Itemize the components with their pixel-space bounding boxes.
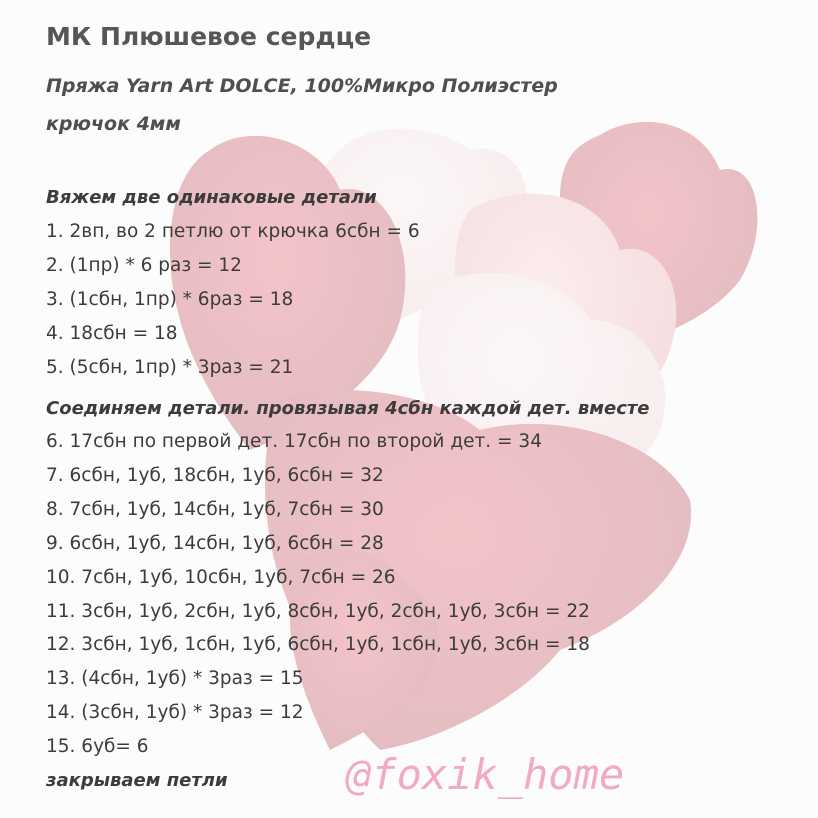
pattern-row: 10. 7сбн, 1уб, 10сбн, 1уб, 7сбн = 26 bbox=[46, 567, 396, 588]
pattern-row: 13. (4сбн, 1уб) * 3раз = 15 bbox=[46, 668, 304, 689]
pattern-row: 14. (3сбн, 1уб) * 3раз = 12 bbox=[46, 702, 304, 723]
pattern-row: 5. (5сбн, 1пр) * 3раз = 21 bbox=[46, 357, 294, 378]
pattern-row: 1. 2вп, во 2 петлю от крючка 6сбн = 6 bbox=[46, 221, 420, 242]
pattern-row: 2. (1пр) * 6 раз = 12 bbox=[46, 255, 242, 276]
section-heading-join: Соединяем детали. провязывая 4сбн каждой дет. вместе bbox=[46, 398, 650, 419]
hook-info: крючок 4мм bbox=[46, 113, 181, 135]
pattern-row: 11. 3сбн, 1уб, 2сбн, 1уб, 8сбн, 1уб, 2сбн, 1уб, 3сбн = 22 bbox=[46, 601, 590, 622]
section-heading-parts: Вяжем две одинаковые детали bbox=[46, 187, 377, 208]
author-watermark: @foxik_home bbox=[346, 750, 625, 799]
pattern-row: 7. 6сбн, 1уб, 18сбн, 1уб, 6сбн = 32 bbox=[46, 465, 384, 486]
yarn-info: Пряжа Yarn Art DOLCE, 100%Микро Полиэстер bbox=[46, 75, 558, 97]
closing-instruction: закрываем петли bbox=[46, 770, 228, 791]
pattern-row: 6. 17сбн по первой дет. 17сбн по второй дет. = 34 bbox=[46, 431, 542, 452]
page-title: МК Плюшевое сердце bbox=[46, 22, 372, 51]
pattern-row: 8. 7сбн, 1уб, 14сбн, 1уб, 7сбн = 30 bbox=[46, 499, 384, 520]
pattern-row: 15. 6уб= 6 bbox=[46, 736, 149, 757]
pattern-row: 12. 3сбн, 1уб, 1сбн, 1уб, 6сбн, 1уб, 1сбн, 1уб, 3сбн = 18 bbox=[46, 634, 590, 655]
pattern-row: 9. 6сбн, 1уб, 14сбн, 1уб, 6сбн = 28 bbox=[46, 533, 384, 554]
pattern-row: 4. 18сбн = 18 bbox=[46, 323, 178, 344]
pattern-row: 3. (1сбн, 1пр) * 6раз = 18 bbox=[46, 289, 294, 310]
